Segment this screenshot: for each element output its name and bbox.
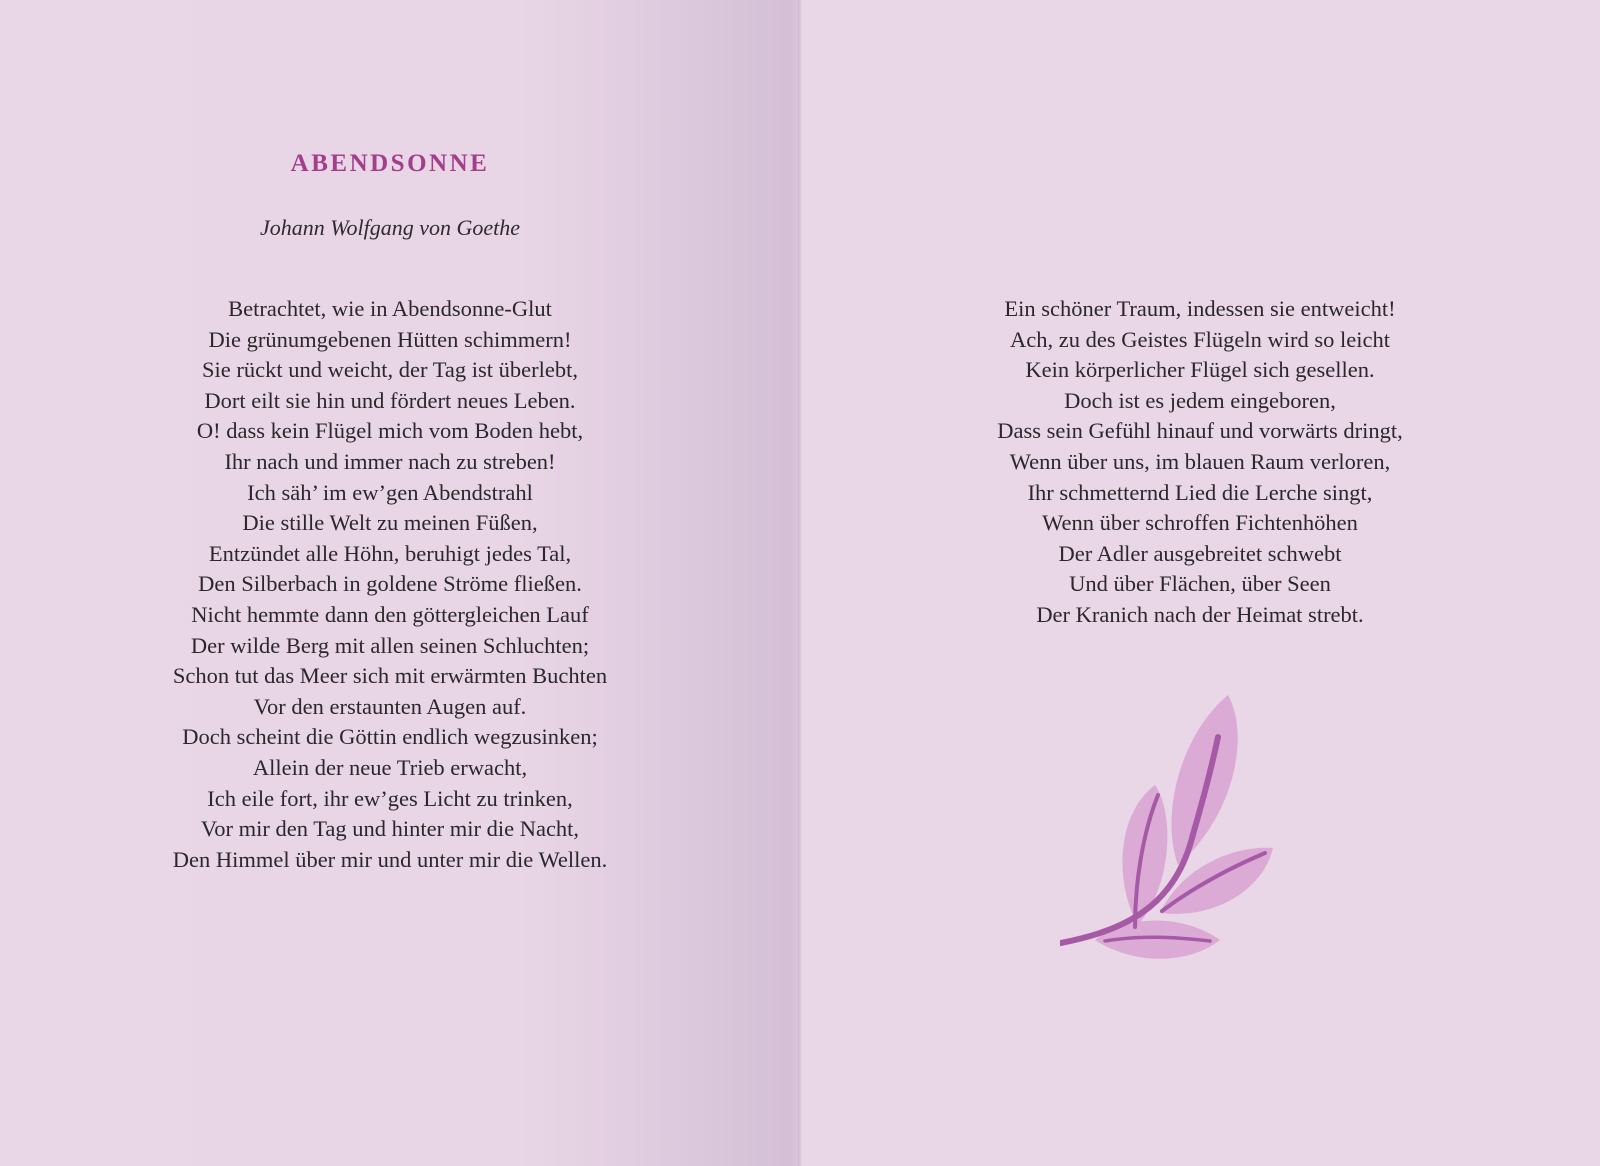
poem-line: Den Silberbach in goldene Ströme fließen. <box>198 571 582 597</box>
poem-line: Wenn über schroffen Fichtenhöhen <box>1042 510 1358 536</box>
poem-line: Vor mir den Tag und hinter mir die Nacht, <box>200 816 580 842</box>
poem-lines-right <box>802 294 1598 631</box>
poem-line: Der Kranich nach der Heimat strebt. <box>1036 601 1364 627</box>
right-page <box>802 0 1600 1166</box>
poem-line: Vor den erstaunten Augen auf. <box>253 693 527 719</box>
poem-line: Doch scheint die Göttin endlich wegzusinken; <box>182 724 598 750</box>
poem-lines-left <box>0 294 780 875</box>
poem-line: Ich säh’ im ew’gen Abendstrahl <box>247 479 533 505</box>
poem-line: Ein schöner Traum, indessen sie entweicht! <box>1004 296 1396 321</box>
poem-line: Betrachtet, wie in Abendsonne-Glut <box>228 296 552 321</box>
poem-line: Wenn über uns, im blauen Raum verloren, <box>1009 448 1391 474</box>
poem-line: Ihr nach und immer nach zu streben! <box>224 448 556 474</box>
poem-line: Ich eile fort, ihr ew’ges Licht zu trinken, <box>207 785 573 811</box>
poem-line: Ach, zu des Geistes Flügeln wird so leicht <box>1010 326 1390 352</box>
poem-line: Nicht hemmte dann den göttergleichen Lauf <box>191 601 589 627</box>
leaf-sprig-icon <box>1060 695 1280 965</box>
leaf-top <box>1171 695 1237 865</box>
poem-line: Entzündet alle Höhn, beruhigt jedes Tal, <box>208 540 572 566</box>
poem-line: Den Himmel über mir und unter mir die Wellen. <box>172 846 608 872</box>
poem-line: Dass sein Gefühl hinauf und vorwärts dringt, <box>997 418 1403 444</box>
poem-line: Und über Flächen, über Seen <box>1069 571 1331 597</box>
poem-line: Kein körperlicher Flügel sich gesellen. <box>1025 357 1375 383</box>
poem-line: Dort eilt sie hin und fördert neues Leben. <box>204 387 576 413</box>
poem-line: Der wilde Berg mit allen seinen Schluchten; <box>190 632 590 658</box>
poem-line: Der Adler ausgebreitet schwebt <box>1058 540 1342 566</box>
poem-line: Doch ist es jedem eingeboren, <box>1064 387 1336 413</box>
leaf-left <box>1122 785 1167 925</box>
poem-line: Ihr schmetternd Lied die Lerche singt, <box>1027 479 1373 505</box>
poem-line: Allein der neue Trieb erwacht, <box>252 754 528 780</box>
poem-title: ABENDSONNE <box>290 150 490 177</box>
poem-line: Die grünumgebenen Hütten schimmern! <box>208 326 572 352</box>
poem-author: Johann Wolfgang von Goethe <box>259 215 521 240</box>
poem-line: Die stille Welt zu meinen Füßen, <box>242 510 538 536</box>
poem-line: O! dass kein Flügel mich vom Boden hebt, <box>196 418 584 444</box>
poem-line: Schon tut das Meer sich mit erwärmten Buchten <box>172 663 608 689</box>
poem-line: Sie rückt und weicht, der Tag ist überlebt, <box>201 357 579 383</box>
